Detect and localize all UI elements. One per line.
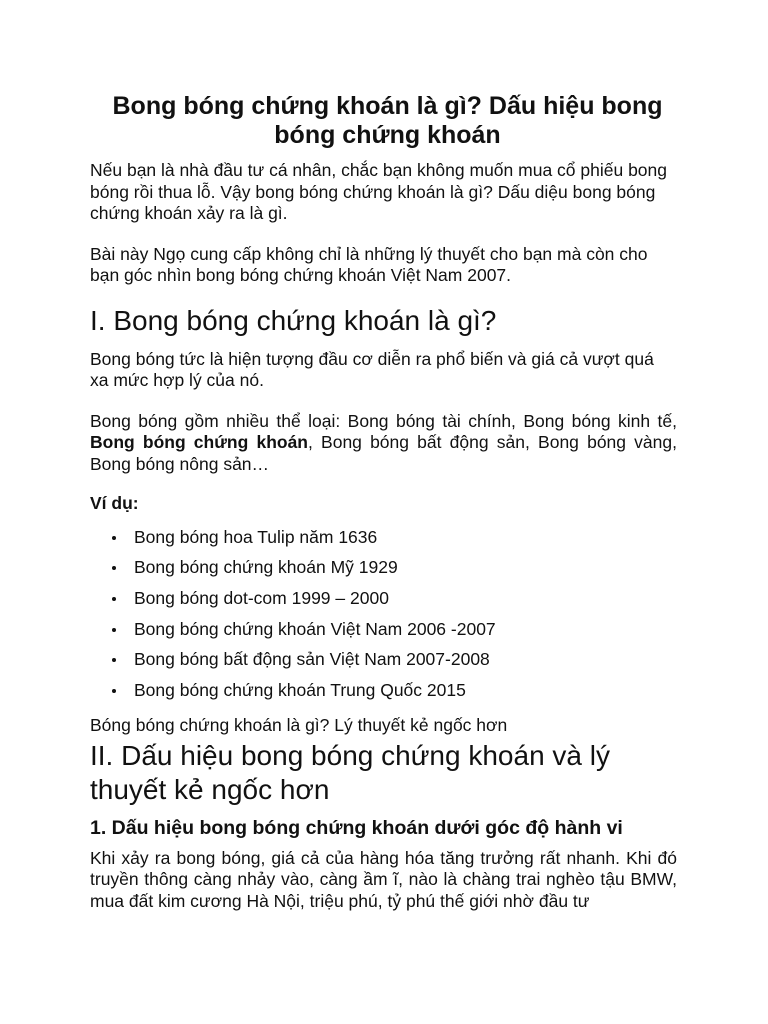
bullet-icon — [112, 658, 116, 662]
bullet-icon — [112, 689, 116, 693]
intro-paragraph-1: Nếu bạn là nhà đầu tư cá nhân, chắc bạn không muốn mua cổ phiếu bong bóng rồi thua lỗ. Vậy bong bóng chứng khoán là gì? Dấu diệu bong bóng chứng khoán xảy ra là gì. — [90, 160, 667, 223]
list-item-text: Bong bóng bất động sản Việt Nam 2007-2008 — [134, 649, 490, 670]
section-2-heading: II. Dấu hiệu bong bóng chứng khoán và lý thuyết kẻ ngốc hơn — [90, 739, 610, 805]
image-caption: Bóng bóng chứng khoán là gì? Lý thuyết kẻ ngốc hơn — [90, 715, 508, 736]
bullet-icon — [112, 597, 116, 601]
list-item — [134, 588, 677, 610]
article-title: Bong bóng chứng khoán là gì? Dấu hiệu bong bóng chứng khoán — [112, 92, 663, 149]
list-item — [134, 619, 677, 641]
section-2-paragraph-1: Khi xảy ra bong bóng, giá cả của hàng hóa tăng trưởng rất nhanh. Khi đó truyền thông càng nhảy vào, càng ầm ĩ, nào là chàng trai nghèo tậu BMW, mua đất kim cương Hà Nội, triệu phú, tỷ phú thế giới nhờ đầu tư — [90, 847, 677, 911]
list-item-text: Bong bóng chứng khoán Trung Quốc 2015 — [134, 679, 466, 700]
list-item — [134, 557, 677, 579]
paragraph-text: Bong bóng gồm nhiều thể loại: Bong bóng tài chính, Bong bóng kinh tế, — [90, 410, 677, 431]
section-1-heading: I. Bong bóng chứng khoán là gì? — [90, 304, 497, 336]
section-1-paragraph-1: Bong bóng tức là hiện tượng đầu cơ diễn ra phổ biến và giá cả vượt quá xa mức hợp lý của nó. — [90, 348, 654, 390]
section-1-paragraph-2 — [90, 411, 677, 476]
example-label: Ví dụ: — [90, 493, 139, 513]
paragraph-text: , Bong bóng bất động sản, Bong bóng vàng, Bong bóng nông sản… — [90, 432, 677, 474]
list-item-text: Bong bóng chứng khoán Việt Nam 2006 -2007 — [134, 618, 496, 639]
bullet-icon — [112, 536, 116, 540]
bullet-icon — [112, 628, 116, 632]
list-item — [134, 649, 677, 671]
bold-term: Bong bóng chứng khoán — [90, 432, 308, 452]
list-item-text: Bong bóng chứng khoán Mỹ 1929 — [134, 557, 398, 578]
list-item-text: Bong bóng dot-com 1999 – 2000 — [134, 587, 389, 608]
list-item — [134, 527, 677, 549]
example-list — [90, 527, 677, 702]
article-body — [90, 92, 677, 912]
bullet-icon — [112, 566, 116, 570]
list-item — [134, 680, 677, 702]
intro-paragraph-2: Bài này Ngọ cung cấp không chỉ là những lý thuyết cho bạn mà còn cho bạn góc nhìn bong bóng chứng khoán Việt Nam 2007. — [90, 243, 648, 285]
section-2-subheading: 1. Dấu hiệu bong bóng chứng khoán dưới góc độ hành vi — [90, 816, 623, 839]
list-item-text: Bong bóng hoa Tulip năm 1636 — [134, 526, 378, 547]
